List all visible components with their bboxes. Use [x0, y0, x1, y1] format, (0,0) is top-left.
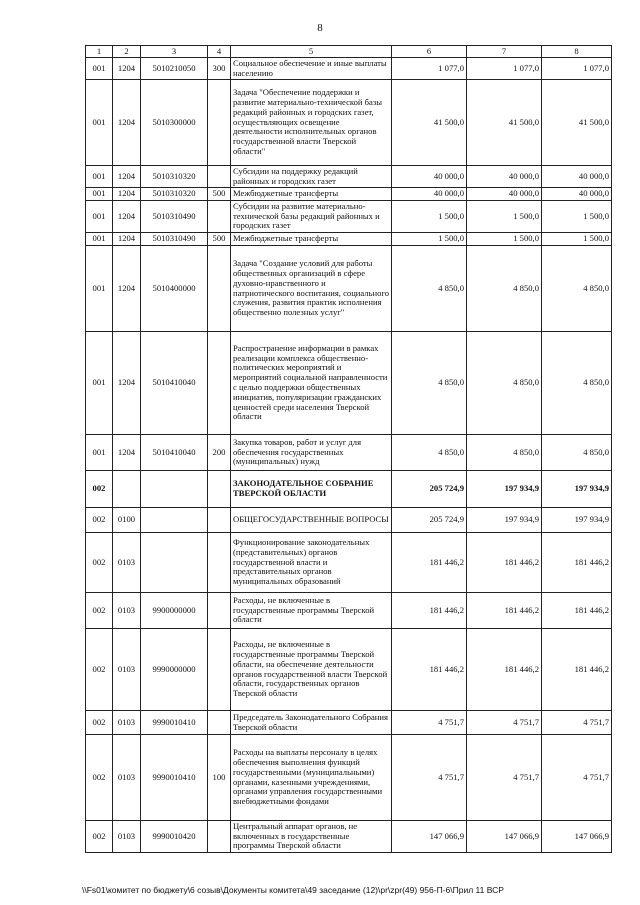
cell-target-code: 5010310490 [141, 201, 208, 233]
cell-amount-2: 4 850,0 [467, 332, 542, 435]
cell-expense-type [208, 593, 231, 629]
cell-amount-3: 197 934,9 [542, 471, 612, 508]
cell-amount-1: 40 000,0 [392, 188, 467, 201]
cell-target-code: 9900000000 [141, 593, 208, 629]
cell-section-code: 0103 [113, 711, 141, 735]
cell-expense-type [208, 201, 231, 233]
cell-amount-3: 4 850,0 [542, 246, 612, 332]
cell-amount-3: 41 500,0 [542, 80, 612, 166]
cell-amount-3: 4 850,0 [542, 332, 612, 435]
cell-target-code: 9990010420 [141, 821, 208, 853]
table-row [86, 711, 612, 735]
cell-expense-type [208, 246, 231, 332]
cell-section-code: 1204 [113, 188, 141, 201]
cell-admin-code: 001 [86, 201, 113, 233]
cell-target-code [141, 508, 208, 533]
table-header-row [86, 46, 612, 58]
cell-amount-3: 1 500,0 [542, 233, 612, 246]
cell-expense-type: 100 [208, 735, 231, 821]
cell-expense-type [208, 332, 231, 435]
cell-amount-2: 40 000,0 [467, 166, 542, 188]
cell-admin-code: 002 [86, 821, 113, 853]
budget-table [85, 45, 612, 853]
cell-description: Расходы, не включенные в государственные программы Тверской области [231, 593, 392, 629]
table-row [86, 435, 612, 471]
cell-target-code [141, 471, 208, 508]
cell-description: Расходы, не включенные в государственные программы Тверской области, на обеспечение деятельности органов государственной власти Тверской области, государственных органов Тверской области [231, 629, 392, 711]
cell-admin-code: 002 [86, 735, 113, 821]
cell-target-code: 5010410040 [141, 332, 208, 435]
cell-target-code: 5010210050 [141, 58, 208, 80]
cell-amount-1: 181 446,2 [392, 593, 467, 629]
cell-section-code: 1204 [113, 58, 141, 80]
cell-amount-3: 1 500,0 [542, 201, 612, 233]
table-row [86, 166, 612, 188]
cell-amount-3: 181 446,2 [542, 629, 612, 711]
cell-admin-code: 002 [86, 471, 113, 508]
cell-description: ЗАКОНОДАТЕЛЬНОЕ СОБРАНИЕ ТВЕРСКОЙ ОБЛАСТИ [231, 471, 392, 508]
cell-admin-code: 002 [86, 711, 113, 735]
cell-expense-type [208, 629, 231, 711]
cell-description: ОБЩЕГОСУДАРСТВЕННЫЕ ВОПРОСЫ [231, 508, 392, 533]
table-row [86, 233, 612, 246]
table-row [86, 188, 612, 201]
cell-description: Председатель Законодательного Собрания Тверской области [231, 711, 392, 735]
cell-admin-code: 001 [86, 80, 113, 166]
cell-expense-type [208, 533, 231, 593]
cell-amount-3: 4 751,7 [542, 735, 612, 821]
cell-amount-1: 4 751,7 [392, 711, 467, 735]
cell-section-code: 1204 [113, 166, 141, 188]
table-row [86, 80, 612, 166]
cell-section-code: 1204 [113, 332, 141, 435]
cell-target-code: 5010400000 [141, 246, 208, 332]
cell-amount-2: 4 751,7 [467, 735, 542, 821]
cell-admin-code: 001 [86, 166, 113, 188]
cell-amount-2: 197 934,9 [467, 508, 542, 533]
header-cell: 2 [113, 46, 141, 58]
cell-section-code: 0103 [113, 593, 141, 629]
cell-description: Центральный аппарат органов, не включенных в государственные программы Тверской области [231, 821, 392, 853]
header-cell: 5 [231, 46, 392, 58]
cell-expense-type [208, 80, 231, 166]
cell-amount-3: 40 000,0 [542, 188, 612, 201]
cell-admin-code: 002 [86, 508, 113, 533]
cell-section-code: 1204 [113, 233, 141, 246]
cell-target-code: 9990010410 [141, 735, 208, 821]
cell-description: Субсидии на развитие материально-технической базы редакций районных и городских газет [231, 201, 392, 233]
cell-amount-1: 1 500,0 [392, 201, 467, 233]
cell-amount-2: 197 934,9 [467, 471, 542, 508]
table-row [86, 58, 612, 80]
cell-description: Межбюджетные трансферты [231, 188, 392, 201]
cell-target-code: 5010310320 [141, 166, 208, 188]
header-cell: 6 [392, 46, 467, 58]
page-number: 8 [317, 22, 323, 34]
cell-target-code [141, 533, 208, 593]
cell-amount-1: 205 724,9 [392, 471, 467, 508]
cell-section-code: 1204 [113, 80, 141, 166]
header-cell: 4 [208, 46, 231, 58]
cell-amount-2: 181 446,2 [467, 533, 542, 593]
cell-amount-2: 147 066,9 [467, 821, 542, 853]
cell-amount-2: 4 850,0 [467, 246, 542, 332]
cell-section-code: 1204 [113, 246, 141, 332]
cell-admin-code: 001 [86, 233, 113, 246]
cell-description: Распространение информации в рамках реализации комплекса общественно-политических мероприятий и мероприятий социальной направленности с целью поддержки общественных инициатив, популяризации гражданских ценностей среди населения Тверской области [231, 332, 392, 435]
cell-amount-2: 181 446,2 [467, 593, 542, 629]
cell-target-code: 9990010410 [141, 711, 208, 735]
cell-section-code: 1204 [113, 201, 141, 233]
table-row [86, 593, 612, 629]
header-cell: 1 [86, 46, 113, 58]
table-row [86, 533, 612, 593]
cell-admin-code: 002 [86, 629, 113, 711]
cell-amount-2: 41 500,0 [467, 80, 542, 166]
table-row [86, 201, 612, 233]
cell-description: Задача "Обеспечение поддержки и развитие материально-технической базы редакций районных и городских газет, осуществляющих освещение деятельности исполнительных органов государственной власти Тверской области" [231, 80, 392, 166]
cell-amount-2: 1 500,0 [467, 233, 542, 246]
cell-description: Социальное обеспечение и иные выплаты населению [231, 58, 392, 80]
cell-section-code: 0103 [113, 735, 141, 821]
cell-admin-code: 002 [86, 533, 113, 593]
cell-amount-1: 1 500,0 [392, 233, 467, 246]
cell-amount-1: 4 751,7 [392, 735, 467, 821]
header-cell: 7 [467, 46, 542, 58]
cell-section-code: 1204 [113, 435, 141, 471]
cell-amount-1: 181 446,2 [392, 629, 467, 711]
cell-amount-3: 181 446,2 [542, 533, 612, 593]
cell-amount-1: 41 500,0 [392, 80, 467, 166]
cell-expense-type: 500 [208, 233, 231, 246]
cell-admin-code: 001 [86, 435, 113, 471]
cell-amount-1: 40 000,0 [392, 166, 467, 188]
cell-expense-type [208, 166, 231, 188]
cell-amount-3: 147 066,9 [542, 821, 612, 853]
cell-amount-2: 4 850,0 [467, 435, 542, 471]
cell-expense-type: 200 [208, 435, 231, 471]
cell-description: Расходы на выплаты персоналу в целях обеспечения выполнения функций государственными (муниципальными) органами, казенными учреждениями, органами управления государственными внебюджетными фондами [231, 735, 392, 821]
table-row [86, 629, 612, 711]
cell-amount-1: 4 850,0 [392, 332, 467, 435]
cell-section-code [113, 471, 141, 508]
cell-expense-type: 300 [208, 58, 231, 80]
cell-amount-1: 147 066,9 [392, 821, 467, 853]
cell-admin-code: 001 [86, 246, 113, 332]
cell-amount-1: 4 850,0 [392, 246, 467, 332]
header-cell: 8 [542, 46, 612, 58]
footer-file-path: \\Fs01\комитет по бюджету\6 созыв\Документы комитета\49 заседание (12)\pr\zpr(49) 956-П-6\Прил 11 ВСР [82, 885, 504, 895]
cell-target-code: 5010310320 [141, 188, 208, 201]
cell-admin-code: 001 [86, 188, 113, 201]
cell-amount-3: 4 751,7 [542, 711, 612, 735]
cell-section-code: 0103 [113, 821, 141, 853]
cell-description: Субсидии на поддержку редакций районных и городских газет [231, 166, 392, 188]
table-row [86, 332, 612, 435]
cell-expense-type [208, 508, 231, 533]
table-row [86, 735, 612, 821]
cell-description: Межбюджетные трансферты [231, 233, 392, 246]
cell-target-code: 5010410040 [141, 435, 208, 471]
cell-description: Закупка товаров, работ и услуг для обеспечения государственных (муниципальных) нужд [231, 435, 392, 471]
cell-description: Функционирование законодательных (представительных) органов государственной власти и представительных органов муниципальных образований [231, 533, 392, 593]
cell-admin-code: 001 [86, 332, 113, 435]
cell-amount-3: 40 000,0 [542, 166, 612, 188]
cell-expense-type [208, 711, 231, 735]
cell-amount-1: 4 850,0 [392, 435, 467, 471]
cell-description: Задача "Создание условий для работы общественных организаций в сфере духовно-нравственного и патриотического воспитания, социального служения, развития практик исполнения общественно полезных услуг" [231, 246, 392, 332]
cell-expense-type [208, 471, 231, 508]
cell-expense-type [208, 821, 231, 853]
cell-amount-3: 181 446,2 [542, 593, 612, 629]
cell-amount-1: 181 446,2 [392, 533, 467, 593]
cell-amount-3: 4 850,0 [542, 435, 612, 471]
cell-section-code: 0103 [113, 629, 141, 711]
cell-target-code: 5010300000 [141, 80, 208, 166]
cell-target-code: 9990000000 [141, 629, 208, 711]
cell-amount-1: 205 724,9 [392, 508, 467, 533]
cell-expense-type: 500 [208, 188, 231, 201]
cell-amount-2: 40 000,0 [467, 188, 542, 201]
table-row [86, 471, 612, 508]
cell-amount-2: 1 077,0 [467, 58, 542, 80]
cell-amount-2: 4 751,7 [467, 711, 542, 735]
cell-amount-2: 181 446,2 [467, 629, 542, 711]
cell-section-code: 0100 [113, 508, 141, 533]
cell-target-code: 5010310490 [141, 233, 208, 246]
cell-amount-2: 1 500,0 [467, 201, 542, 233]
table-row [86, 246, 612, 332]
header-cell: 3 [141, 46, 208, 58]
table-row [86, 508, 612, 533]
cell-amount-3: 197 934,9 [542, 508, 612, 533]
cell-amount-1: 1 077,0 [392, 58, 467, 80]
cell-amount-3: 1 077,0 [542, 58, 612, 80]
cell-admin-code: 002 [86, 593, 113, 629]
cell-admin-code: 001 [86, 58, 113, 80]
table-row [86, 821, 612, 853]
cell-section-code: 0103 [113, 533, 141, 593]
